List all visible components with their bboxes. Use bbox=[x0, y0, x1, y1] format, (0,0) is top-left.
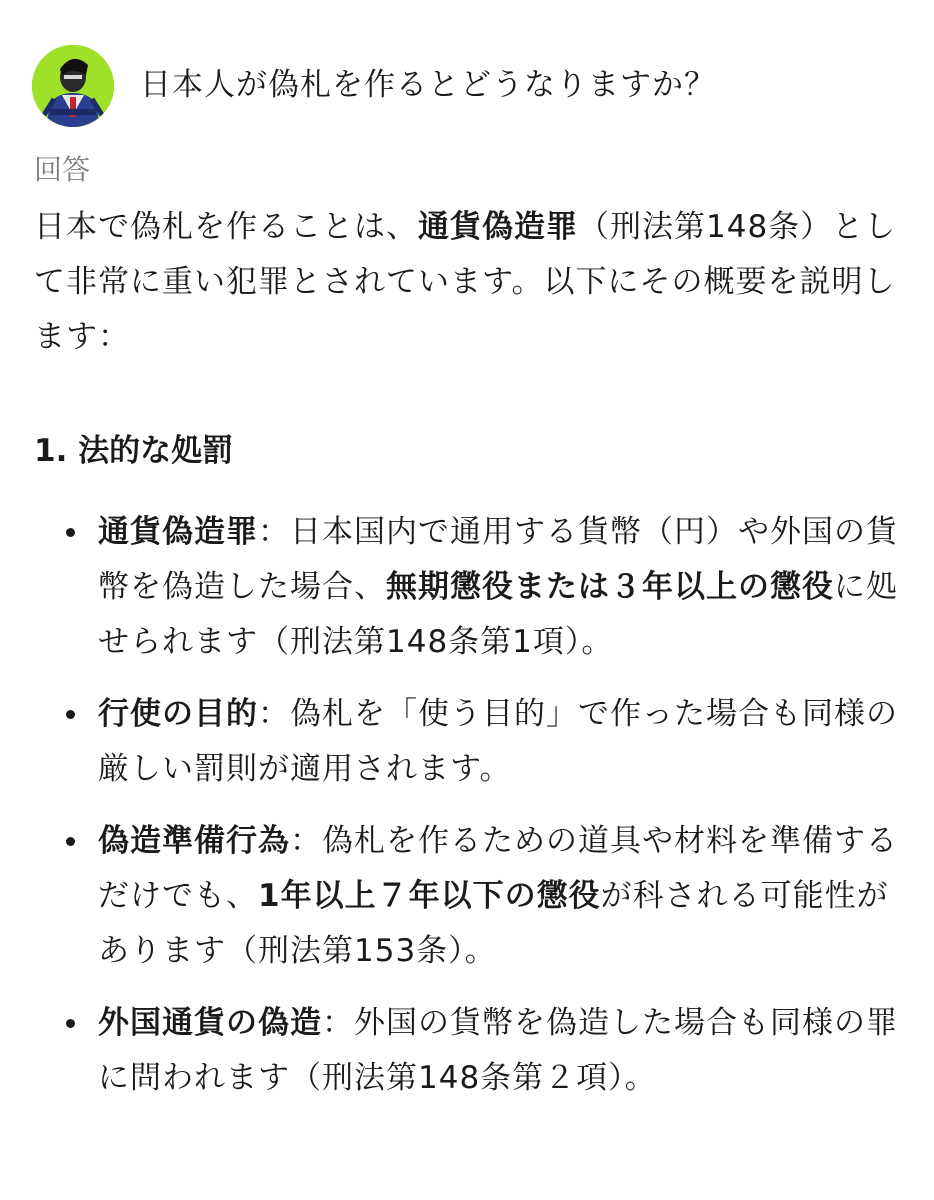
item-text: ：日本国内で通用する貨幣（円）や外国の貨幣を偽造した場合、 bbox=[98, 514, 898, 605]
item-title: 行使の目的 bbox=[98, 696, 258, 732]
item-text: ：偽札を「使う目的」で作った場合も同様の厳しい罰則が適用されます。 bbox=[98, 696, 898, 787]
item-title: 外国通貨の偽造 bbox=[98, 1005, 322, 1041]
question-row bbox=[32, 45, 912, 127]
list-item bbox=[60, 814, 900, 979]
bullet-dot-icon bbox=[66, 837, 75, 846]
intro-text-end: （刑法第148条）として非常に重い犯罪とされています。以下にその概要を説明します： bbox=[34, 209, 897, 355]
item-title: 通貨偽造罪 bbox=[98, 514, 258, 550]
bullet-dot-icon bbox=[66, 710, 75, 719]
intro-text: 日本で偽札を作ることは、 bbox=[34, 209, 418, 245]
item-bold-text: 無期懲役または３年以上の懲役 bbox=[386, 569, 834, 605]
answer-intro bbox=[34, 200, 904, 365]
list-item bbox=[60, 996, 900, 1106]
item-text: ：偽札を作るための道具や材料を準備するだけでも、 bbox=[98, 823, 898, 914]
answer-label: 回答 bbox=[34, 153, 91, 186]
question-text: 日本人が偽札を作るとどうなりますか？ bbox=[140, 67, 716, 103]
list-item bbox=[60, 505, 900, 670]
bullet-dot-icon bbox=[66, 528, 75, 537]
character-avatar-icon bbox=[32, 45, 114, 127]
bullet-list bbox=[60, 505, 900, 1106]
item-text-end: に処せられます（刑法第148条第1項）。 bbox=[98, 569, 898, 660]
item-text: ：外国の貨幣を偽造した場合も同様の罪に問われます（刑法第148条第２項）。 bbox=[98, 1005, 898, 1096]
intro-bold-term: 通貨偽造罪 bbox=[418, 209, 578, 245]
item-bold-text: 1年以上７年以下の懲役 bbox=[258, 878, 601, 914]
bullet-dot-icon bbox=[66, 1019, 75, 1028]
list-item bbox=[60, 687, 900, 797]
item-title: 偽造準備行為 bbox=[98, 823, 290, 859]
section-heading: 1. 法的な処罰 bbox=[34, 433, 234, 469]
item-text-end: が科される可能性があります（刑法第153条）。 bbox=[98, 878, 889, 969]
